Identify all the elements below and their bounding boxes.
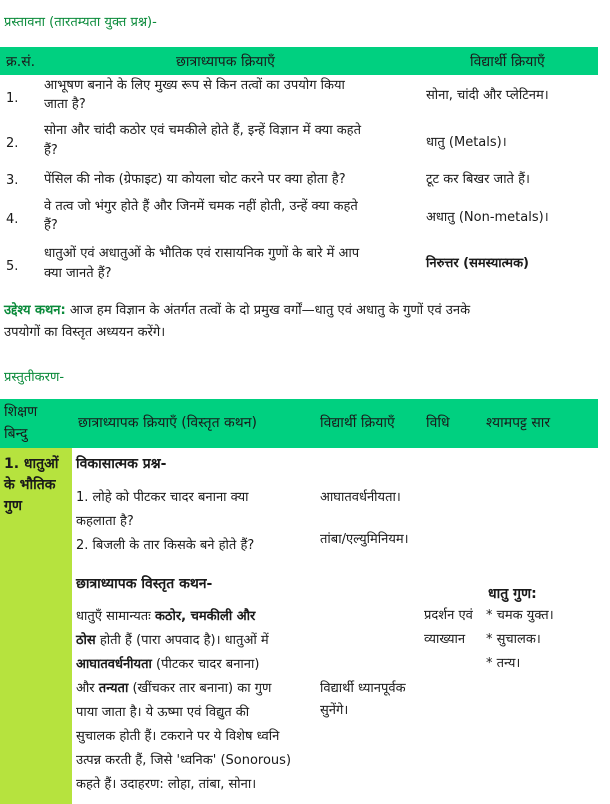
teacher-question-cont: जाता है?	[44, 97, 86, 112]
teaching-point-line: के भौतिक	[4, 477, 56, 493]
teacher-question: आभूषण बनाने के लिए मुख्य रूप से किन तत्वों का उपयोग किया	[44, 78, 345, 93]
table1-header	[0, 47, 598, 75]
student-answer: धातु (Metals)।	[426, 135, 507, 150]
method-text-cont: व्याख्यान	[424, 632, 466, 647]
table2-header	[0, 399, 598, 448]
objective-label: उद्देश्य कथन:	[4, 303, 66, 318]
board-summary-item: * चमक युक्त।	[486, 608, 554, 623]
explanation-heading: छात्राध्यापक विस्तृत कथन-	[76, 576, 213, 592]
board-summary-item: * तन्य।	[486, 656, 521, 671]
intro-heading: प्रस्तावना (तारतम्यता युक्त प्रश्न)-	[4, 15, 157, 30]
student-answer: निरुत्तर (समस्यात्मक)	[426, 256, 530, 271]
exp-keyword: कठोर, चमकीली और	[154, 609, 256, 624]
table1-header-teacher: छात्राध्यापक क्रियाएँ	[176, 54, 275, 70]
dev-question-1: 1. लोहे को पीटकर चादर बनाना क्या	[76, 490, 249, 505]
student-activity: विद्यार्थी ध्यानपूर्वक	[320, 681, 406, 696]
method-text: प्रदर्शन एवं	[424, 608, 473, 623]
teacher-question-cont: क्या जानते हैं?	[44, 266, 112, 281]
student-answer: अधातु (Non-metals)।	[426, 210, 549, 225]
exp-text: उत्पन्न करती हैं, जिसे 'ध्वनिक' (Sonorous)	[76, 753, 292, 768]
teacher-question-cont: हैं?	[44, 143, 58, 158]
exp-text: (पीटकर चादर बनाना)	[151, 657, 260, 672]
row-number: 1.	[6, 91, 19, 106]
presentation-heading: प्रस्तुतीकरण-	[4, 370, 65, 385]
dev-answer-1: आघातवर्धनीयता।	[320, 490, 401, 505]
row-number: 2.	[6, 136, 19, 151]
table1-header-student: विद्यार्थी क्रियाएँ	[470, 54, 545, 70]
exp-text: धातुएँ सामान्यतः	[76, 609, 155, 624]
exp-text: कहते हैं। उदाहरण: लोहा, तांबा, सोना।	[76, 777, 257, 792]
header-student-activities: विद्यार्थी क्रियाएँ	[320, 415, 395, 431]
objective-statement	[4, 300, 604, 344]
dev-answer-2: तांबा/एल्युमिनियम।	[320, 532, 409, 547]
dev-question-2: 2. बिजली के तार किसके बने होते हैं?	[76, 538, 255, 553]
board-summary-item: * सुचालक।	[486, 632, 541, 647]
student-activity-cont: सुनेंगे।	[320, 703, 349, 718]
exp-keyword: आघातवर्धनीयता	[76, 657, 152, 672]
developmental-questions-heading: विकासात्मक प्रश्न-	[76, 456, 167, 472]
exp-text: पाया जाता है। ये ऊष्मा एवं विद्युत की	[76, 705, 250, 720]
header-teaching-point: शिक्षण	[4, 404, 38, 420]
teacher-question: सोना और चांदी कठोर एवं चमकीले होते हैं, इन्हें विज्ञान में क्या कहते	[44, 123, 361, 138]
teaching-point-cell	[0, 448, 72, 804]
row-number: 3.	[6, 173, 19, 188]
exp-text: (खींचकर तार बनाना) का गुण	[128, 681, 272, 696]
header-method: विधि	[426, 415, 450, 431]
row-number: 5.	[6, 259, 19, 274]
student-answer: टूट कर बिखर जाते हैं।	[426, 172, 530, 187]
teacher-question: पेंसिल की नोक (ग्रेफाइट) या कोयला चोट करने पर क्या होता है?	[44, 172, 346, 187]
objective-text-cont: उपयोगों का विस्तृत अध्ययन करेंगे।	[4, 325, 166, 340]
exp-text: सुचालक होती हैं। टकराने पर ये विशेष ध्वनि	[76, 729, 280, 744]
student-answer: सोना, चांदी और प्लेटिनम।	[426, 88, 549, 103]
exp-keyword: तन्यता	[98, 681, 129, 696]
row-number: 4.	[6, 212, 19, 227]
teacher-question-cont: हैं?	[44, 218, 58, 233]
teacher-question: धातुओं एवं अधातुओं के भौतिक एवं रासायनिक गुणों के बारे में आप	[44, 246, 360, 261]
objective-text: आज हम विज्ञान के अंतर्गत तत्वों के दो प्रमुख वर्गों—धातु एवं अधातु के गुणों एवं उनके	[65, 303, 471, 318]
explanation-text	[76, 605, 416, 797]
teaching-point-line: गुण	[4, 498, 23, 514]
board-summary-title: धातु गुण:	[488, 586, 537, 602]
exp-text: और	[76, 681, 99, 696]
header-board-summary: श्यामपट्ट सार	[486, 415, 551, 431]
exp-keyword: ठोस	[76, 633, 96, 648]
table1-header-serial: क्र.सं.	[6, 54, 36, 70]
teacher-question: वे तत्व जो भंगुर होते हैं और जिनमें चमक नहीं होती, उन्हें क्या कहते	[44, 199, 358, 214]
header-teaching-point-cont: बिन्दु	[4, 426, 28, 442]
dev-question-1-cont: कहलाता है?	[76, 514, 134, 529]
teaching-point-line: 1. धातुओं	[4, 456, 59, 472]
exp-text: होती हैं (पारा अपवाद है)। धातुओं में	[95, 633, 269, 648]
header-teacher-activities: छात्राध्यापक क्रियाएँ (विस्तृत कथन)	[78, 415, 257, 431]
